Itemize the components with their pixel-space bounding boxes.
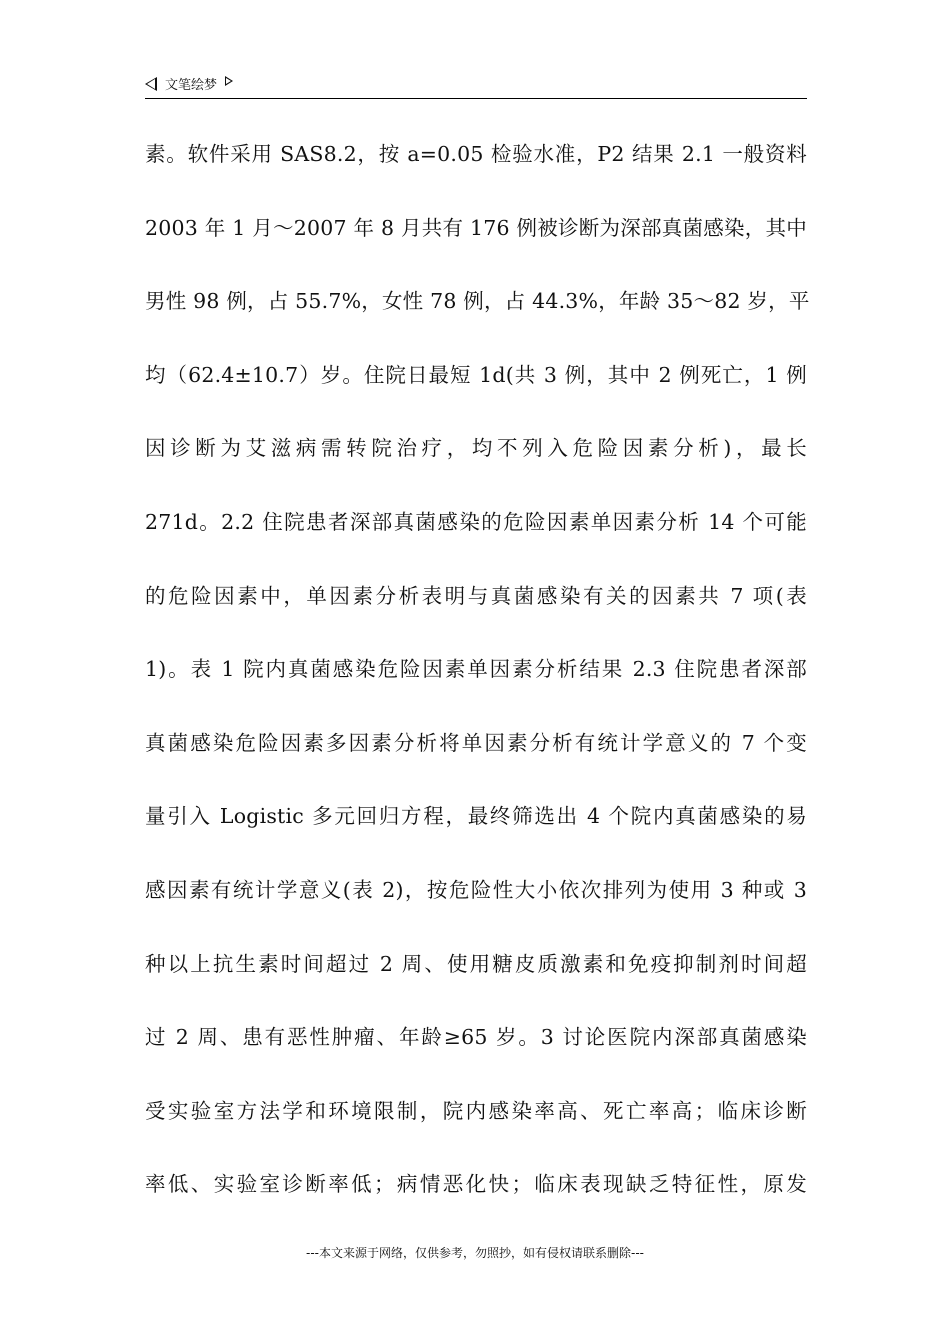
body-line: 271d。2.2 住院患者深部真菌感染的危险因素单因素分析 14 个可能 [145, 509, 807, 534]
body-line: 2003 年 1 月～2007 年 8 月共有 176 例被诊断为深部真菌感染，其中 [145, 215, 807, 240]
body-line: 素。软件采用 SAS8.2，按 a=0.05 检验水准，P2 结果 2.1 一般资料 [145, 142, 807, 166]
body-line: 均（62.4±10.7）岁。住院日最短 1d(共 3 例，其中 2 例死亡，1 例 [145, 362, 807, 387]
body-line: 种以上抗生素时间超过 2 周、使用糖皮质激素和免疫抑制剂时间超 [145, 951, 807, 976]
page-header [145, 72, 807, 99]
body-line: 的危险因素中，单因素分析表明与真菌感染有关的因素共 7 项(表 [145, 583, 807, 608]
document-body [145, 134, 810, 1238]
body-line: 因诊断为艾滋病需转院治疗，均不列入危险因素分析)，最长 [145, 436, 807, 461]
brand-name: 文笔绘梦 [165, 78, 218, 93]
body-line: 量引入 Logistic 多元回归方程，最终筛选出 4 个院内真菌感染的易 [145, 804, 807, 829]
body-line: 受实验室方法学和环境限制，院内感染率高、死亡率高；临床诊断 [145, 1098, 807, 1123]
body-line: 男性 98 例，占 55.7%，女性 78 例，占 44.3%，年龄 35～82 岁，平 [145, 289, 810, 314]
body-line: 率低、实验室诊断率低；病情恶化快；临床表现缺乏特征性，原发 [145, 1172, 807, 1197]
triangle-left-outline-icon [145, 77, 157, 91]
body-line: 真菌感染危险因素多因素分析将单因素分析有统计学意义的 7 个变 [145, 730, 807, 755]
body-line: 感因素有统计学意义(表 2)，按危险性大小依次排列为使用 3 种或 3 [145, 877, 807, 902]
triangle-right-outline-icon [225, 76, 233, 86]
body-line: 过 2 周、患有恶性肿瘤、年龄≥65 岁。3 讨论医院内深部真菌感染 [145, 1025, 807, 1050]
body-line: 1)。表 1 院内真菌感染危险因素单因素分析结果 2.3 住院患者深部 [145, 657, 807, 682]
footer-notice: ---本文来源于网络，仅供参考，勿照抄，如有侵权请联系删除--- [306, 1246, 644, 1260]
brand [145, 74, 233, 93]
